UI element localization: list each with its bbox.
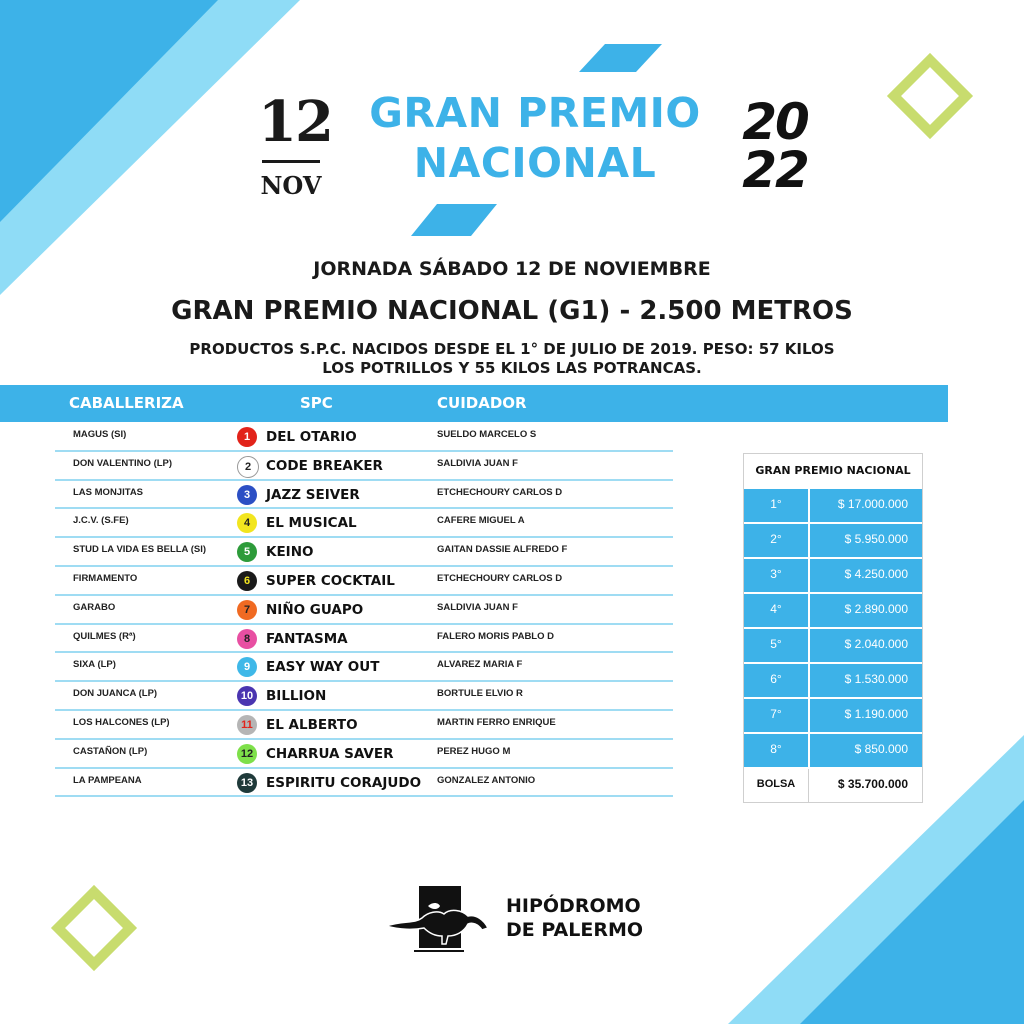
column-header-stable: CABALLERIZA bbox=[69, 394, 184, 412]
table-row bbox=[55, 567, 673, 596]
prize-amount: $ 2.890.000 bbox=[844, 602, 908, 616]
date-day: 12 bbox=[258, 89, 332, 155]
stable-name: QUILMES (Rª) bbox=[73, 630, 136, 642]
prize-amount: $ 850.000 bbox=[854, 742, 908, 756]
horse-name: JAZZ SEIVER bbox=[266, 486, 360, 503]
saddlecloth-number: 5 bbox=[237, 542, 257, 562]
prize-position: 2° bbox=[744, 524, 810, 557]
trainer-name: ETCHECHOURY CARLOS D bbox=[437, 486, 563, 498]
column-header-trainer: CUIDADOR bbox=[437, 394, 527, 412]
table-row bbox=[55, 769, 673, 798]
prize-position: 6° bbox=[744, 664, 810, 697]
saddlecloth-number: 1 bbox=[237, 427, 257, 447]
prize-position: 7° bbox=[744, 699, 810, 732]
table-row bbox=[55, 509, 673, 538]
saddlecloth-number: 10 bbox=[237, 686, 257, 706]
saddlecloth-number: 13 bbox=[237, 773, 257, 793]
trainer-name: CAFERE MIGUEL A bbox=[437, 515, 525, 527]
saddlecloth-number: 7 bbox=[237, 600, 257, 620]
horse-name: KEINO bbox=[266, 544, 314, 561]
table-row bbox=[55, 452, 673, 481]
race-heading: GRAN PREMIO NACIONAL (G1) - 2.500 METROS bbox=[171, 296, 853, 326]
trainer-name: SUELDO MARCELO S bbox=[437, 429, 537, 440]
table-row bbox=[55, 481, 673, 510]
horse-name: EL MUSICAL bbox=[266, 515, 357, 532]
logo-line-2: DE PALERMO bbox=[506, 919, 644, 941]
trainer-name: BORTULE ELVIO R bbox=[437, 688, 523, 700]
prize-row bbox=[744, 627, 922, 662]
prize-total-amount: $ 35.700.000 bbox=[837, 777, 908, 791]
table-row bbox=[55, 740, 673, 769]
table-row bbox=[55, 538, 673, 567]
table-row bbox=[55, 653, 673, 682]
horse-name: EL ALBERTO bbox=[266, 716, 358, 733]
prize-row bbox=[744, 522, 922, 557]
jornada-heading: JORNADA SÁBADO 12 DE NOVIEMBRE bbox=[313, 258, 711, 280]
runners-table bbox=[55, 423, 673, 797]
prize-row bbox=[744, 557, 922, 592]
prize-position: 1° bbox=[744, 489, 810, 522]
stable-name: GARABO bbox=[73, 601, 116, 613]
prize-total-label: BOLSA bbox=[744, 769, 809, 802]
stable-name: FIRMAMENTO bbox=[73, 572, 138, 584]
trainer-name: FALERO MORIS PABLO D bbox=[437, 630, 554, 642]
horse-name: BILLION bbox=[266, 688, 327, 705]
stable-name: DON JUANCA (LP) bbox=[73, 688, 158, 700]
stable-name: LA PAMPEANA bbox=[73, 774, 142, 786]
horse-name: EASY WAY OUT bbox=[266, 659, 380, 676]
table-row bbox=[55, 423, 673, 452]
horse-name: FANTASMA bbox=[266, 630, 348, 647]
trainer-name: SALDIVIA JUAN F bbox=[437, 601, 518, 613]
prize-row bbox=[744, 592, 922, 627]
horse-logo-icon bbox=[384, 884, 496, 954]
horse-name: SUPER COCKTAIL bbox=[266, 572, 395, 589]
trainer-name: GONZALEZ ANTONIO bbox=[437, 774, 536, 786]
stable-name: MAGUS (SI) bbox=[73, 429, 127, 440]
trainer-name: MARTIN FERRO ENRIQUE bbox=[437, 716, 556, 728]
saddlecloth-number: 12 bbox=[237, 744, 257, 764]
horse-name: ESPIRITU CORAJUDO bbox=[266, 774, 422, 791]
race-conditions bbox=[0, 340, 1024, 378]
prize-position: 8° bbox=[744, 734, 810, 767]
prize-rows bbox=[744, 487, 922, 767]
table-row bbox=[55, 711, 673, 740]
prize-total-row bbox=[744, 767, 922, 802]
prize-table bbox=[743, 453, 923, 803]
logo-line-1: HIPÓDROMO bbox=[506, 895, 641, 917]
table-row bbox=[55, 625, 673, 654]
year-line-2: 22 bbox=[742, 141, 808, 199]
date-divider bbox=[262, 160, 320, 163]
stable-name: LAS MONJITAS bbox=[73, 486, 144, 498]
title-line-1: GRAN PREMIO bbox=[369, 89, 701, 137]
column-header-horse: SPC bbox=[300, 394, 333, 412]
prize-row bbox=[744, 487, 922, 522]
prize-row bbox=[744, 662, 922, 697]
saddlecloth-number: 6 bbox=[237, 571, 257, 591]
date-month: NOV bbox=[260, 171, 322, 200]
prize-amount: $ 2.040.000 bbox=[844, 637, 908, 651]
logo-text bbox=[506, 894, 643, 942]
horse-name: CODE BREAKER bbox=[266, 457, 383, 474]
stable-name: CASTAÑON (LP) bbox=[73, 745, 148, 757]
stable-name: SIXA (LP) bbox=[73, 659, 116, 671]
trainer-name: GAITAN DASSIE ALFREDO F bbox=[437, 544, 568, 556]
race-conditions-line-1: PRODUCTOS S.P.C. NACIDOS DESDE EL 1° DE JULIO DE 2019. PESO: 57 KILOS bbox=[189, 340, 835, 358]
trainer-name: ALVAREZ MARIA F bbox=[437, 659, 523, 671]
prize-amount: $ 5.950.000 bbox=[844, 532, 908, 546]
title-line-2: NACIONAL bbox=[413, 139, 657, 187]
prize-table-title: GRAN PREMIO NACIONAL bbox=[755, 464, 911, 477]
saddlecloth-number: 3 bbox=[237, 485, 257, 505]
trainer-name: ETCHECHOURY CARLOS D bbox=[437, 572, 563, 584]
prize-amount: $ 1.190.000 bbox=[844, 707, 908, 721]
stable-name: STUD LA VIDA ES BELLA (SI) bbox=[73, 544, 206, 556]
table-row bbox=[55, 596, 673, 625]
prize-amount: $ 17.000.000 bbox=[837, 497, 908, 511]
horse-name: CHARRUA SAVER bbox=[266, 745, 394, 762]
stable-name: J.C.V. (S.FE) bbox=[73, 515, 129, 527]
race-conditions-line-2: LOS POTRILLOS Y 55 KILOS LAS POTRANCAS. bbox=[322, 359, 702, 377]
prize-position: 3° bbox=[744, 559, 810, 592]
prize-row bbox=[744, 697, 922, 732]
stable-name: DON VALENTINO (LP) bbox=[73, 457, 173, 469]
prize-position: 5° bbox=[744, 629, 810, 662]
saddlecloth-number: 9 bbox=[237, 657, 257, 677]
prize-amount: $ 4.250.000 bbox=[844, 567, 908, 581]
horse-name: DEL OTARIO bbox=[266, 429, 357, 445]
prize-position: 4° bbox=[744, 594, 810, 627]
horse-name: NIÑO GUAPO bbox=[266, 601, 364, 618]
table-header bbox=[0, 385, 948, 422]
year-line-1: 20 bbox=[742, 93, 808, 151]
saddlecloth-number: 4 bbox=[237, 513, 257, 533]
prize-amount: $ 1.530.000 bbox=[844, 672, 908, 686]
year bbox=[730, 93, 820, 199]
saddlecloth-number: 11 bbox=[237, 715, 257, 735]
trainer-name: SALDIVIA JUAN F bbox=[437, 457, 518, 469]
table-row bbox=[55, 682, 673, 711]
prize-row bbox=[744, 732, 922, 767]
trainer-name: PEREZ HUGO M bbox=[437, 745, 511, 757]
page-title bbox=[340, 88, 730, 188]
saddlecloth-number: 2 bbox=[237, 456, 259, 478]
saddlecloth-number: 8 bbox=[237, 629, 257, 649]
stable-name: LOS HALCONES (LP) bbox=[73, 716, 170, 728]
